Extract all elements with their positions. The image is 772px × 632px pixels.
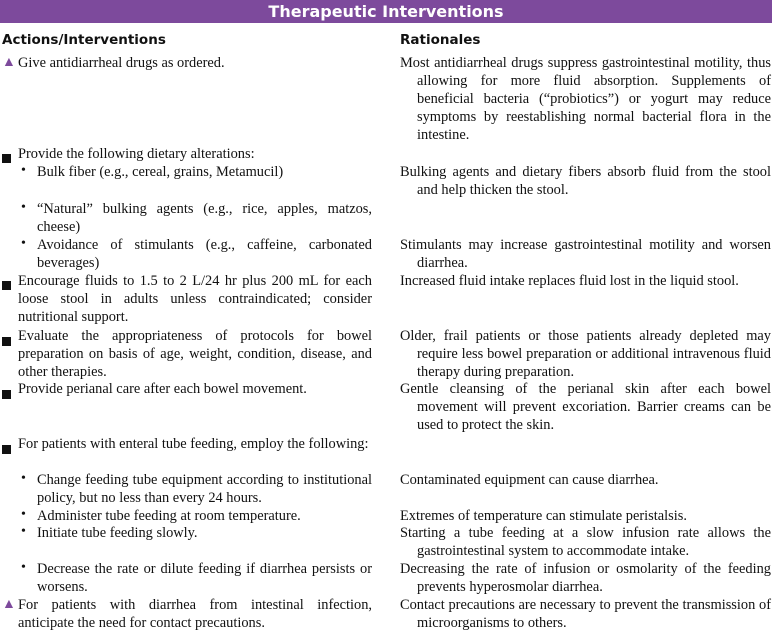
section-title: Therapeutic Interventions bbox=[0, 0, 772, 23]
rationale-text: Older, frail patients or those patients already depleted may require less bowel preparation or additional intravenous fluid therapy during preparation. bbox=[400, 328, 771, 381]
square-bullet-icon bbox=[2, 386, 11, 404]
rationale-text: Decreasing the rate of infusion or osmolarity of the feeding prevents hyperosmolar diarrhea. bbox=[400, 561, 771, 596]
action-text: For patients with diarrhea from intestinal infection, anticipate the need for contact precautions. bbox=[18, 597, 372, 632]
action-subitem: “Natural” bulking agents (e.g., rice, apples, matzos, cheese) bbox=[37, 201, 372, 236]
action-text: Encourage fluids to 1.5 to 2 L/24 hr plus 200 mL for each loose stool in adults unless contraindicated; consider nutritional support. bbox=[18, 273, 372, 326]
dot-bullet-icon: • bbox=[21, 163, 26, 178]
dot-bullet-icon: • bbox=[21, 236, 26, 251]
rationale-text: Contact precautions are necessary to prevent the transmission of microorganisms to others. bbox=[400, 597, 771, 632]
dot-bullet-icon: • bbox=[21, 560, 26, 575]
header-actions: Actions/Interventions bbox=[2, 32, 166, 48]
action-subitem: Administer tube feeding at room temperature. bbox=[37, 508, 301, 524]
action-subitem: Bulk fiber (e.g., cereal, grains, Metamucil) bbox=[37, 164, 284, 180]
action-subitem: Change feeding tube equipment according to institutional policy, but no less than every 24 hours. bbox=[37, 472, 372, 507]
header-rationales: Rationales bbox=[400, 32, 481, 48]
square-bullet-icon bbox=[2, 277, 11, 295]
dot-bullet-icon: • bbox=[21, 200, 26, 215]
rationale-text: Gentle cleansing of the perianal skin after each bowel movement will prevent excoriation. Barrier creams can be used to protect the skin. bbox=[400, 381, 771, 434]
dot-bullet-icon: • bbox=[21, 471, 26, 486]
action-subitem: Initiate tube feeding slowly. bbox=[37, 525, 198, 541]
triangle-bullet-icon: ▲ bbox=[2, 597, 16, 612]
action-subitem: Decrease the rate or dilute feeding if diarrhea persists or worsens. bbox=[37, 561, 372, 596]
action-text: Evaluate the appropriateness of protocols for bowel preparation on basis of age, weight, condition, disease, and other therapies. bbox=[18, 328, 372, 381]
triangle-bullet-icon: ▲ bbox=[2, 55, 16, 70]
dot-bullet-icon: • bbox=[21, 507, 26, 522]
divider bbox=[0, 23, 772, 25]
action-subitem: Avoidance of stimulants (e.g., caffeine, carbonated beverages) bbox=[37, 237, 372, 272]
action-text: Give antidiarrheal drugs as ordered. bbox=[18, 55, 225, 71]
rationale-text: Bulking agents and dietary fibers absorb fluid from the stool and help thicken the stool. bbox=[400, 164, 771, 199]
rationale-text: Increased fluid intake replaces fluid lost in the liquid stool. bbox=[400, 273, 739, 289]
action-text: For patients with enteral tube feeding, employ the following: bbox=[18, 436, 369, 452]
rationale-text: Contaminated equipment can cause diarrhea. bbox=[400, 472, 659, 488]
rationale-text: Most antidiarrheal drugs suppress gastrointestinal motility, thus allowing for more fluid absorption. Supplements of beneficial bacteria (“probiotics”) or yogurt may reduce symptoms by reestablishing normal bacterial flora in the intestine. bbox=[400, 55, 771, 144]
square-bullet-icon bbox=[2, 333, 11, 351]
rationale-text: Starting a tube feeding at a slow infusion rate allows the gastrointestinal system to accommodate intake. bbox=[400, 525, 771, 560]
square-bullet-icon bbox=[2, 441, 11, 459]
dot-bullet-icon: • bbox=[21, 524, 26, 539]
square-bullet-icon bbox=[2, 150, 11, 168]
action-text: Provide the following dietary alterations: bbox=[18, 146, 255, 162]
action-text: Provide perianal care after each bowel movement. bbox=[18, 381, 307, 397]
rationale-text: Extremes of temperature can stimulate peristalsis. bbox=[400, 508, 687, 524]
rationale-text: Stimulants may increase gastrointestinal motility and worsen diarrhea. bbox=[400, 237, 771, 272]
